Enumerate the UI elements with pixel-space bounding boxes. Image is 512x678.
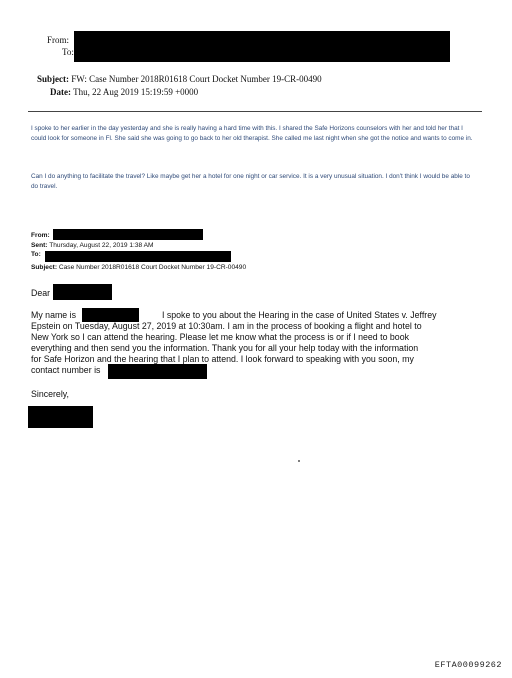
fwd-from-line [31, 231, 50, 241]
fwd-sent-line [31, 241, 154, 251]
fwd-subject-line [31, 263, 246, 273]
redaction-signature [28, 406, 93, 428]
letter-line-1b: I spoke to you about the Hearing in the case of United States v. Jeffrey [161, 310, 437, 320]
subject-line [37, 74, 322, 85]
to-label: To: [62, 47, 74, 57]
redaction-fwd-to [45, 251, 231, 262]
fwd-to-label: To: [31, 251, 41, 258]
redaction-fwd-from [53, 229, 203, 240]
fwd-to-line [31, 250, 41, 260]
letter-line-4: everything and then send you the information. Thank you for all your help today with the information [31, 343, 419, 353]
fwd-sent-value: Thursday, August 22, 2019 1:38 AM [49, 242, 154, 249]
fwd-subject-value: Case Number 2018R01618 Court Docket Number 19-CR-00490 [58, 264, 247, 271]
fwd-sent-label: Sent: [31, 242, 48, 249]
fwd-from-label: From: [31, 232, 50, 239]
date-line [50, 87, 198, 98]
note-paragraph-2: Can I do anything to facilitate the travel? Like maybe get her a hotel for one night or car service. It is a very unusual situation. I don't think I would be able to do travel. [31, 173, 470, 190]
redaction-header-recipients [74, 31, 450, 62]
letter-line-1a: My name is [31, 310, 76, 320]
date-value: Thu, 22 Aug 2019 15:19:59 +0000 [73, 87, 199, 97]
subject-value: FW: Case Number 2018R01618 Court Docket Number 19-CR-00490 [71, 74, 322, 84]
letter-line-2: Epstein on Tuesday, August 27, 2019 at 10:30am. I am in the process of booking a flight and hotel to [31, 321, 422, 331]
letter-line-5: for Safe Horizon and the hearing that I plan to attend. I look forward to speaking with you soon, my [31, 354, 414, 364]
date-label: Date: [50, 87, 71, 97]
subject-label: Subject: [37, 74, 69, 84]
letter-line-6: contact number is [31, 365, 101, 375]
redaction-sender-name [82, 308, 139, 322]
letter-closing: Sincerely, [31, 389, 69, 399]
stray-mark [298, 460, 300, 462]
redaction-contact-number [108, 364, 207, 379]
letter-greeting: Dear [31, 288, 51, 298]
fwd-subject-label: Subject: [31, 264, 58, 271]
letter-line-3: New York so I can attend the hearing. Please let me know what the process is or if I need to book [31, 332, 409, 342]
note-paragraph-1: I spoke to her earlier in the day yesterday and she is really having a hard time with this. I shared the Safe Horizons counselors with her and told her that I could look for someone in Fl. She said she was going to go back to her old therapist. She called me last night when she got the notice and wants to come in. [31, 125, 473, 142]
header-divider [28, 111, 482, 112]
bates-number: EFTA00099262 [434, 660, 502, 670]
from-label: From: [47, 35, 70, 45]
redaction-recipient-name [53, 284, 112, 300]
